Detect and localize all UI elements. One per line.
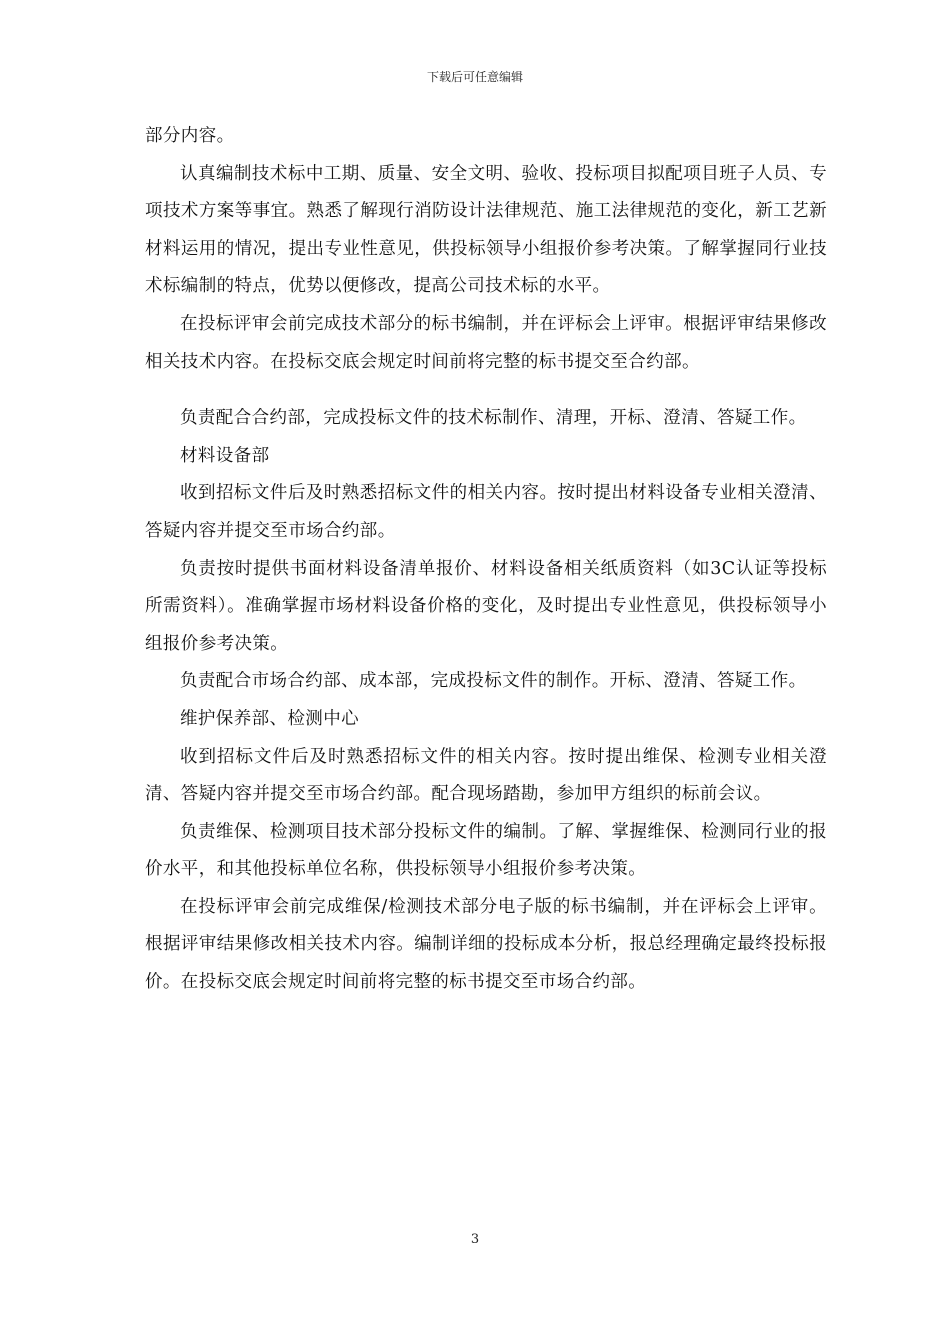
paragraph-materials-quotation: 负责按时提供书面材料设备清单报价、材料设备相关纸质资料（如3C认证等投标所需资料）。准确掌握市场材料设备价格的变化，及时提出专业性意见，供投标领导小组报价参考决策。 bbox=[145, 558, 827, 654]
paragraph-technical-review: 在投标评审会前完成技术部分的标书编制，并在评标会上评审。根据评审结果修改相关技术内容。在投标交底会规定时间前将完整的标书提交至合约部。 bbox=[145, 313, 827, 372]
page-number: 3 bbox=[470, 1232, 480, 1247]
page-header: 下载后可任意编辑 bbox=[426, 70, 523, 84]
paragraph-maintenance-bid-preparation: 负责维保、检测项目技术部分投标文件的编制。了解、掌握维保、检测同行业的报价水平，和其他投标单位名称，供投标领导小组报价参考决策。 bbox=[145, 821, 827, 880]
paragraph-technical-cooperation: 负责配合合约部，完成投标文件的技术标制作、清理，开标、澄清、答疑工作。 bbox=[180, 408, 807, 429]
paragraph-technical-bid-preparation: 认真编制技术标中工期、质量、安全文明、验收、投标项目拟配项目班子人员、专项技术方案等事宜。熟悉了解现行消防设计法律规范、施工法律规范的变化，新工艺新材料运用的情况，提出专业性意见，供投标领导小组报价参考决策。了解掌握同行业技术标编制的特点，优势以便修改，提高公司技术标的水平。 bbox=[145, 163, 827, 297]
paragraph-continuation: 部分内容。 bbox=[145, 126, 235, 146]
section-heading-maintenance-inspection: 维护保养部、检测中心 bbox=[180, 708, 359, 729]
paragraph-maintenance-clarification: 收到招标文件后及时熟悉招标文件的相关内容。按时提出维保、检测专业相关澄清、答疑内容并提交至市场合约部。配合现场踏勘，参加甲方组织的标前会议。 bbox=[145, 746, 827, 805]
paragraph-materials-cooperation: 负责配合市场合约部、成本部，完成投标文件的制作。开标、澄清、答疑工作。 bbox=[180, 671, 807, 692]
document-body bbox=[145, 118, 827, 1002]
section-heading-materials-department: 材料设备部 bbox=[180, 445, 270, 466]
paragraph-materials-clarification: 收到招标文件后及时熟悉招标文件的相关内容。按时提出材料设备专业相关澄清、答疑内容并提交至市场合约部。 bbox=[145, 483, 827, 541]
paragraph-maintenance-review: 在投标评审会前完成维保/检测技术部分电子版的标书编制，并在评标会上评审。根据评审结果修改相关技术内容。编制详细的投标成本分析，报总经理确定最终投标报价。在投标交底会规定时间前将完整的标书提交至市场合约部。 bbox=[145, 896, 827, 993]
